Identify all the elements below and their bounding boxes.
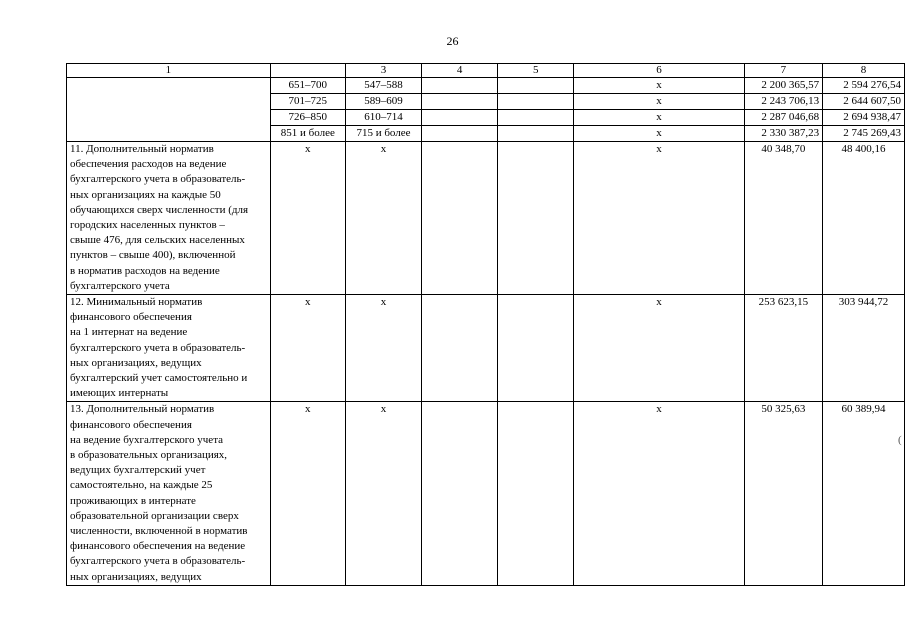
description-line: на ведение бухгалтерского учета [70,433,224,446]
range-to: 547–588 [345,78,421,94]
cell-x: х [574,402,744,585]
cell-x: х [574,110,744,126]
cell-x: х [574,126,744,142]
description-line: самостоятельно, на каждые 25 [70,479,213,492]
norm-description [67,295,271,402]
value-col7: 40 348,70 [744,142,822,295]
cell-x: х [270,402,345,585]
range-to: 610–714 [345,110,421,126]
description-line: ных организациях, ведущих [70,356,202,369]
value-col7: 2 287 046,68 [744,110,822,126]
value-col7: 50 325,63 [744,402,822,585]
description-line: бухгалтерского учета [70,279,170,292]
cell-x: х [574,295,744,402]
description-line: пунктов – свыше 400), включенной [70,249,236,262]
cell-empty [422,402,498,585]
column-header-2 [270,64,345,78]
range-from: 651–700 [270,78,345,94]
description-line: численности, включенной в норматив [70,525,248,538]
column-header-3: 3 [345,64,421,78]
cell-empty [422,126,498,142]
cell-x: х [574,94,744,110]
cell-empty [498,94,574,110]
cell-empty [498,295,574,402]
range-group-label [67,78,271,142]
range-from: 851 и более [270,126,345,142]
description-line: 11. Дополнительный норматив [70,143,214,155]
description-line: проживающих в интернате [70,494,196,507]
cell-x: х [345,142,421,295]
page-number: 26 [446,34,459,48]
description-line: финансового обеспечения на ведение [70,540,246,553]
value-col8: 303 944,72 [823,295,905,402]
column-header-8: 8 [823,64,905,78]
value-col8: 48 400,16 [823,142,905,295]
value-col7: 2 330 387,23 [744,126,822,142]
range-from: 701–725 [270,94,345,110]
cell-empty [422,78,498,94]
value-col8: 2 594 276,54 [823,78,905,94]
column-header-1: 1 [67,64,271,78]
cell-x: х [270,295,345,402]
value-col7: 253 623,15 [744,295,822,402]
cell-empty [422,142,498,295]
description-line: 12. Минимальный норматив [70,296,203,309]
cell-empty [422,94,498,110]
description-line: бухгалтерского учета в образователь- [70,341,246,354]
normative-table [66,63,905,586]
cell-empty [422,295,498,402]
column-header-4: 4 [422,64,498,78]
description-line: финансового обеспечения [70,311,192,324]
description-line: ных организациях на каждые 50 [70,188,221,201]
description-line: городских населенных пунктов – [70,219,225,232]
cell-x: х [345,295,421,402]
description-line: образовательной организации сверх [70,509,239,522]
cell-empty [498,402,574,585]
table-row [67,142,905,295]
cell-x: х [345,402,421,585]
norm-description [67,142,271,295]
column-header-6: 6 [574,64,744,78]
description-line: ных организациях, ведущих [70,570,202,583]
cell-x: х [574,142,744,295]
cell-empty [422,110,498,126]
cell-x: х [574,78,744,94]
scan-edge-mark: ( [898,434,902,446]
table-header-row [67,64,905,78]
cell-empty [498,110,574,126]
table-row [67,78,905,94]
description-line: в образовательных организациях, [70,449,228,462]
description-line: имеющих интернаты [70,387,169,400]
value-col8: 2 745 269,43 [823,126,905,142]
description-line: 13. Дополнительный норматив [70,403,215,416]
cell-empty [498,126,574,142]
norm-description [67,402,271,585]
value-col8: 2 694 938,47 [823,110,905,126]
description-line: бухгалтерского учета в образователь- [70,555,246,568]
column-header-7: 7 [744,64,822,78]
description-line: бухгалтерского учета в образователь- [70,173,246,186]
cell-empty [498,78,574,94]
description-line: обеспечения расходов на ведение [70,158,227,171]
description-line: на 1 интернат на ведение [70,326,188,339]
description-line: бухгалтерский учет самостоятельно и [70,372,248,385]
value-col8: 60 389,94 [823,402,905,585]
description-line: в норматив расходов на ведение [70,264,220,277]
cell-x: х [270,142,345,295]
value-col7: 2 200 365,57 [744,78,822,94]
column-header-5: 5 [498,64,574,78]
value-col7: 2 243 706,13 [744,94,822,110]
range-to: 715 и более [345,126,421,142]
table-row [67,295,905,402]
description-line: обучающихся сверх численности (для [70,203,249,216]
cell-empty [498,142,574,295]
description-line: финансового обеспечения [70,418,192,431]
value-col8: 2 644 607,50 [823,94,905,110]
description-line: свыше 476, для сельских населенных [70,234,245,247]
range-to: 589–609 [345,94,421,110]
range-from: 726–850 [270,110,345,126]
description-line: ведущих бухгалтерский учет [70,464,206,477]
table-row [67,402,905,585]
